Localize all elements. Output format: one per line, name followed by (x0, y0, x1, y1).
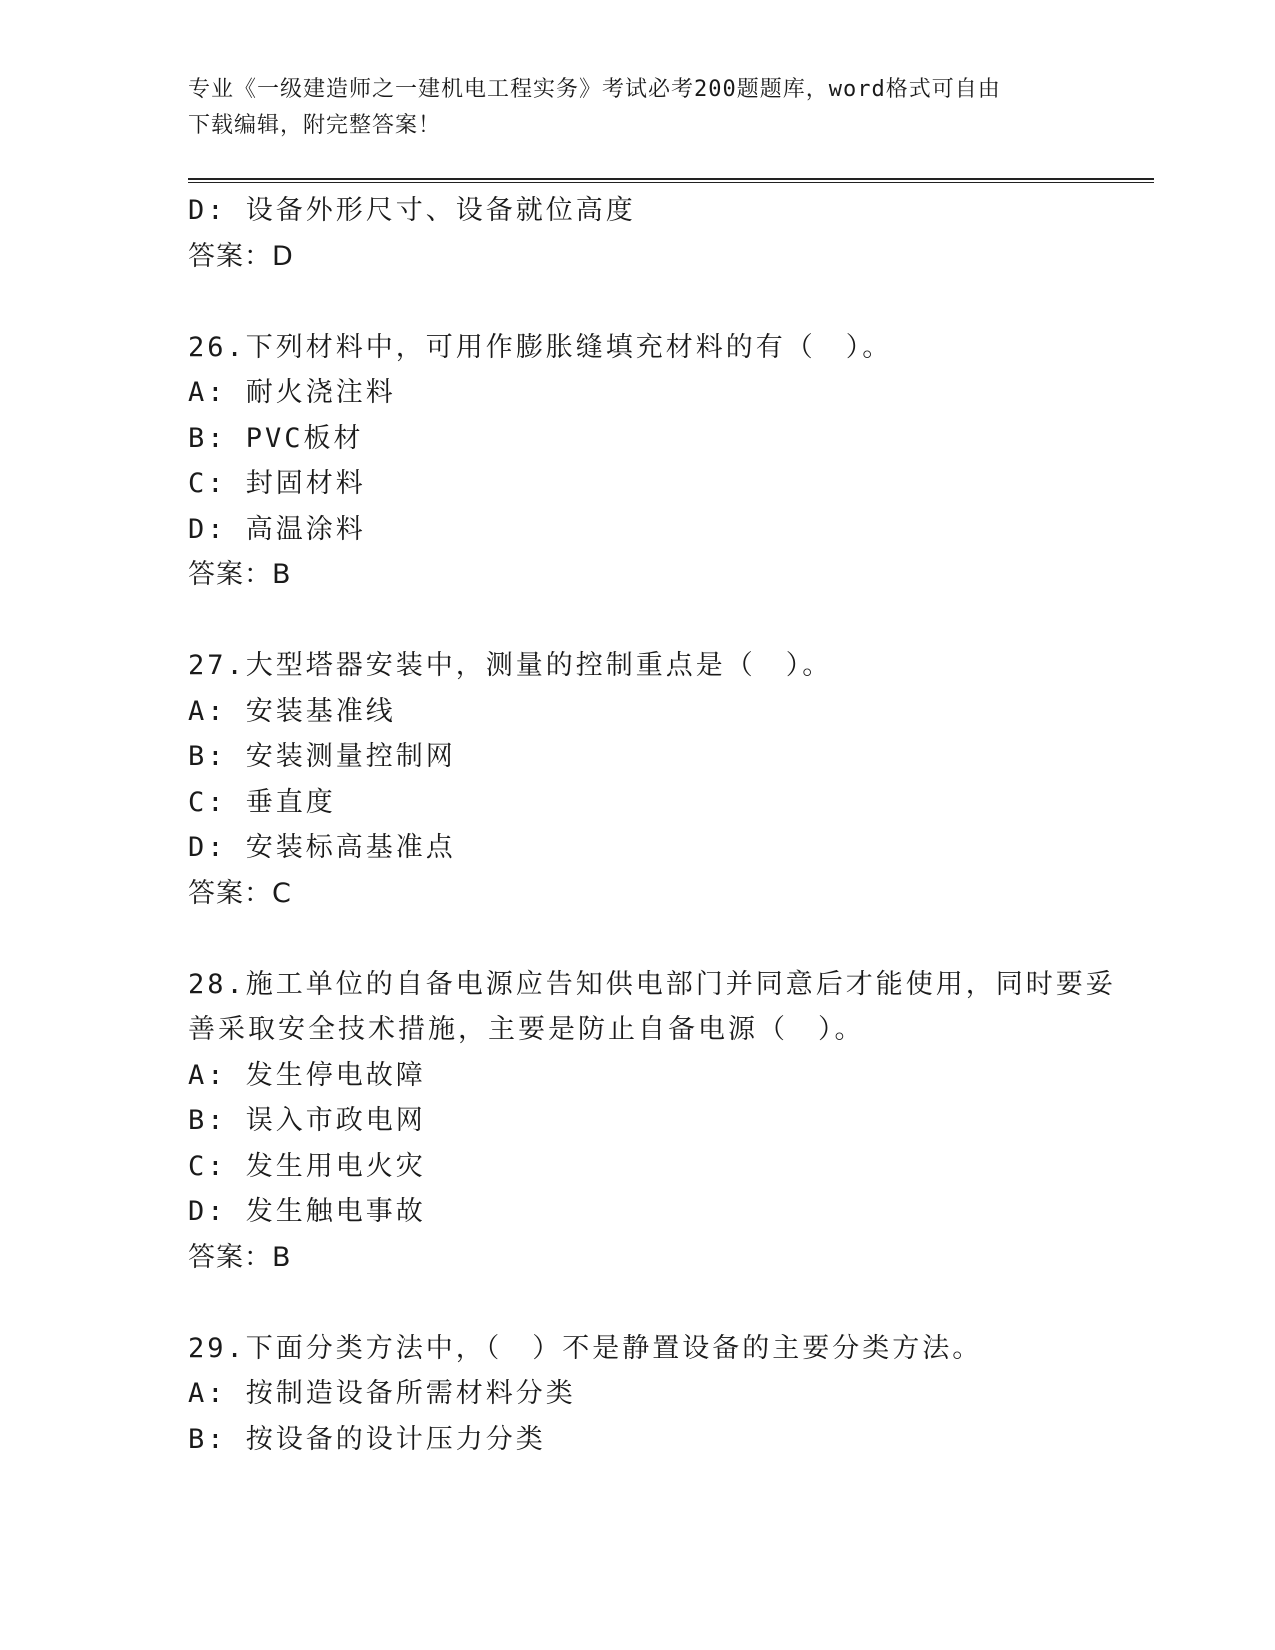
header-line-1: 专业《一级建造师之一建机电工程实务》考试必考200题题库，word格式可自由 (188, 77, 1001, 102)
option-a: A: 发生停电故障 (188, 1059, 426, 1091)
question-28 (188, 962, 1116, 1281)
option-b: B: 按设备的设计压力分类 (188, 1423, 546, 1455)
question-stem: 26.下列材料中，可用作膨胀缝填充材料的有（ ）。 (188, 331, 893, 363)
option-c: C: 发生用电火灾 (188, 1150, 426, 1182)
question-content (188, 188, 1116, 1462)
option-d: D: 安装标高基准点 (188, 832, 456, 863)
question-stem-line-1: 28.施工单位的自备电源应告知供电部门并同意后才能使用，同时要妥 (188, 968, 1116, 1000)
option-a: A: 安装基准线 (188, 695, 396, 727)
option-c: C: 封固材料 (188, 468, 366, 499)
question-25-tail (188, 188, 1088, 279)
question-stem: 29.下面分类方法中，（ ）不是静置设备的主要分类方法。 (188, 1332, 983, 1364)
option-a: A: 耐火浇注料 (188, 377, 396, 408)
answer: 答案：D (188, 240, 294, 272)
answer: 答案：B (188, 559, 292, 590)
option-a: A: 按制造设备所需材料分类 (188, 1378, 576, 1409)
question-27 (188, 643, 1088, 916)
answer: 答案：C (188, 877, 292, 909)
option-d: D: 发生触电事故 (188, 1196, 426, 1227)
option-c: C: 垂直度 (188, 786, 336, 818)
header-divider (188, 178, 1154, 183)
header-line-2: 下载编辑，附完整答案！ (188, 113, 442, 138)
document-header (188, 72, 1088, 144)
option-b: B: 误入市政电网 (188, 1105, 426, 1136)
question-stem: 27.大型塔器安装中，测量的控制重点是（ ）。 (188, 650, 833, 681)
option-b: B: PVC板材 (188, 422, 364, 454)
option-d: D: 高温涂料 (188, 513, 366, 545)
question-26 (188, 325, 1088, 598)
answer: 答案：B (188, 1241, 292, 1273)
question-stem-line-2: 善采取安全技术措施，主要是防止自备电源（ ）。 (188, 1014, 865, 1045)
option-d: D: 设备外形尺寸、设备就位高度 (188, 195, 636, 226)
option-b: B: 安装测量控制网 (188, 741, 456, 772)
question-29 (188, 1326, 1088, 1463)
